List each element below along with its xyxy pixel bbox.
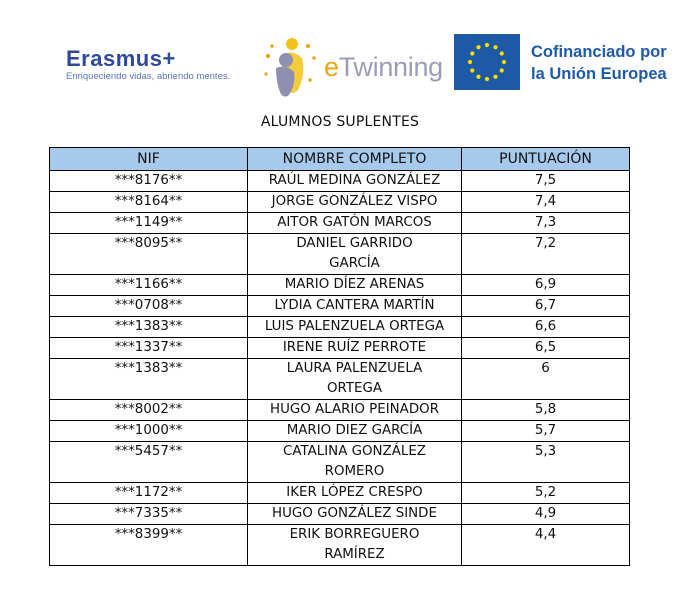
name-line-1: HUGO ALARIO PEINADOR (270, 402, 439, 417)
table-row (50, 338, 630, 359)
score-cell: 7,3 (462, 213, 630, 234)
name-line-2: GARCÍA (329, 256, 380, 271)
etwinning-figures-icon (262, 34, 326, 100)
table-row (50, 442, 630, 483)
column-header-name: NOMBRE COMPLETO (248, 148, 462, 171)
nif-cell: ***1383** (50, 317, 248, 338)
name-line-1: MARIO DIEZ GARCÍA (286, 423, 423, 438)
score-cell: 7,4 (462, 192, 630, 213)
score-cell: 6,5 (462, 338, 630, 359)
table-row (50, 275, 630, 296)
nif-cell: ***8164** (50, 192, 248, 213)
nif-cell: ***8176** (50, 171, 248, 192)
score-cell: 6,6 (462, 317, 630, 338)
column-header-score: PUNTUACIÓN (462, 148, 630, 171)
score-cell: 5,7 (462, 421, 630, 442)
name-line-1: LUIS PALENZUELA ORTEGA (264, 319, 445, 334)
name-cell (248, 296, 462, 317)
name-cell (248, 171, 462, 192)
name-cell (248, 359, 462, 400)
name-cell (248, 525, 462, 566)
score-cell: 6,7 (462, 296, 630, 317)
eu-cofinancing-label (531, 41, 667, 85)
table-row (50, 192, 630, 213)
name-line-1: LYDIA CANTERA MARTÍN (274, 298, 435, 313)
nif-cell: ***8095** (50, 234, 248, 275)
nif-cell: ***1166** (50, 275, 248, 296)
name-line-1: AITOR GATÓN MARCOS (277, 215, 432, 230)
name-cell (248, 504, 462, 525)
eu-label-line1: Cofinanciado por (531, 43, 667, 61)
etwinning-wordmark: eTwinning (324, 52, 443, 82)
substitutes-table (49, 147, 630, 566)
nif-cell: ***1000** (50, 421, 248, 442)
name-cell (248, 483, 462, 504)
table-header-row (50, 148, 630, 171)
name-cell (248, 234, 462, 275)
table-row (50, 234, 630, 275)
table-row (50, 525, 630, 566)
name-line-1: CATALINA GONZÁLEZ (283, 444, 426, 459)
eu-label-line2: la Unión Europea (531, 65, 667, 83)
table-row (50, 483, 630, 504)
name-cell (248, 213, 462, 234)
score-cell: 5,3 (462, 442, 630, 483)
name-cell (248, 192, 462, 213)
score-cell: 5,8 (462, 400, 630, 421)
nif-cell: ***1149** (50, 213, 248, 234)
nif-cell: ***1383** (50, 359, 248, 400)
score-cell: 4,4 (462, 525, 630, 566)
table-row (50, 296, 630, 317)
name-line-2: ROMERO (324, 464, 385, 479)
nif-cell: ***8002** (50, 400, 248, 421)
table-row (50, 317, 630, 338)
nif-cell: ***8399** (50, 525, 248, 566)
name-cell (248, 275, 462, 296)
name-line-2: ORTEGA (326, 381, 383, 396)
name-line-2: RAMÍREZ (324, 547, 385, 562)
score-cell: 4,9 (462, 504, 630, 525)
column-header-nif: NIF (50, 148, 248, 171)
nif-cell: ***5457** (50, 442, 248, 483)
name-line-1: IRENE RUÍZ PERROTE (282, 340, 427, 355)
score-cell: 7,5 (462, 171, 630, 192)
name-line-1: MARIO DÍEZ ARENAS (284, 277, 425, 292)
etwinning-logo (262, 34, 443, 100)
logo-banner (0, 28, 698, 108)
erasmus-logo (66, 47, 256, 82)
table-row (50, 504, 630, 525)
table-row (50, 421, 630, 442)
page-title: ALUMNOS SUPLENTES (260, 114, 420, 130)
name-line-1: ERIK BORREGUERO (289, 527, 420, 542)
score-cell: 5,2 (462, 483, 630, 504)
score-cell: 6 (462, 359, 630, 400)
name-cell (248, 338, 462, 359)
table-row (50, 359, 630, 400)
name-line-1: IKER LÓPEZ CRESPO (286, 485, 423, 500)
nif-cell: ***1172** (50, 483, 248, 504)
nif-cell: ***1337** (50, 338, 248, 359)
name-cell (248, 317, 462, 338)
name-line-1: HUGO GONZÁLEZ SINDE (272, 506, 437, 521)
name-line-1: DANIEL GARRIDO (296, 236, 413, 251)
table-row (50, 400, 630, 421)
table-row (50, 171, 630, 192)
name-cell (248, 400, 462, 421)
name-line-1: LAURA PALENZUELA (286, 361, 423, 376)
eu-flag-icon (454, 34, 520, 90)
name-line-1: RAÚL MEDINA GONZÁLEZ (268, 173, 441, 188)
name-cell (248, 421, 462, 442)
score-cell: 7,2 (462, 234, 630, 275)
name-line-1: JORGE GONZÁLEZ VISPO (271, 194, 438, 209)
nif-cell: ***7335** (50, 504, 248, 525)
table-row (50, 213, 630, 234)
nif-cell: ***0708** (50, 296, 248, 317)
erasmus-tagline: Enriqueciendo vidas, abriendo mentes. (66, 71, 231, 82)
score-cell: 6,9 (462, 275, 630, 296)
name-cell (248, 442, 462, 483)
erasmus-wordmark: Erasmus+ (66, 46, 176, 71)
